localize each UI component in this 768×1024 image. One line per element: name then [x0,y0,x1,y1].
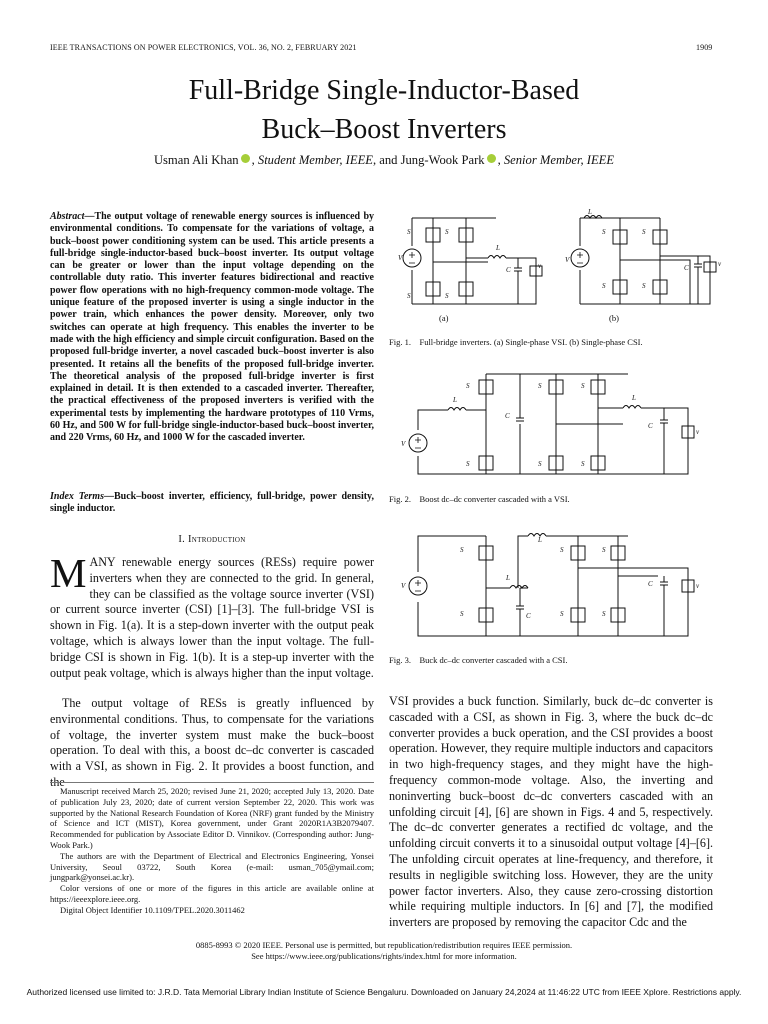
svg-text:S: S [407,292,411,300]
svg-text:S: S [581,460,585,468]
svg-text:v: v [538,262,542,270]
figure-1a-vsi [398,218,542,304]
svg-text:v: v [696,582,700,590]
footnote-manuscript: Manuscript received March 25, 2020; revised June 21, 2020; accepted July 13, 2020. Date of publication July 23, 2020; date of current version September 22, 2020. This work was supported by the National Research Foundation of Korea (NRF) grant funded by the Ministry of Science and ICT (MIST), Korea government, under Grant 2020R1A3B2079407. Recommended for publication by Associate Editor D. Vinnikov. (Corresponding author: Jung-Wook Park.) [50,786,374,850]
figure-2-circuit [398,370,708,480]
authorization-notice: Authorized licensed use limited to: J.R.D. Tata Memorial Library Indian Institute of Science Bengaluru. Downloaded on January 24,2024 at 11:46:22 UTC from IEEE Xplore. Restrictions apply. [26,987,742,997]
copyright-line-2: See https://www.ieee.org/publications/rights/index.html for more information. [251,951,517,961]
paper-title-line1: Full-Bridge Single-Inductor-Based [188,75,580,106]
inductor-symbol [488,256,506,259]
footnote-doi: Digital Object Identifier 10.1109/TPEL.2020.3011462 [60,904,245,915]
svg-text:C: C [648,422,653,430]
svg-text:C: C [505,412,510,420]
drop-cap: M [50,550,87,596]
footnote-affiliation: The authors are with the Department of Electrical and Electronics Engineering, Yonsei University, Seoul 03722, South Korea (e-mail: usman_705@ymail.com; jungpark@yonsei.ac.kr). [50,850,374,883]
svg-text:V: V [398,254,403,262]
svg-text:S: S [602,282,606,290]
running-header: IEEE TRANSACTIONS ON POWER ELECTRONICS, VOL. 36, NO. 2, FEBRUARY 2021 [50,43,357,52]
svg-text:v: v [718,260,722,268]
author-2: , and Jung-Wook Park [372,153,485,167]
intro-p1-text: ANY renewable energy sources (RESs) require power inverters when they are connected to the grid. In general, they can be classified as the voltage source inverter (VSI) or current source inverter (CSI) [1]–[3]. The full-bridge VSI is shown in Fig. 1(a). It is a step-down inverter with the output peak voltage, which is always lower than the input voltage. The full-bridge CSI is shown in Fig. 1(b). It is a step-up inverter with the output peak voltage, which is always higher than the input voltage. [50,555,374,680]
figure-3-circuit [398,528,708,640]
copyright-line-1: 0885-8993 © 2020 IEEE. Personal use is permitted, but republication/redistribution requires IEEE permission. [195,940,573,950]
abstract [50,211,374,445]
svg-text:S: S [602,610,606,618]
svg-text:S: S [445,292,449,300]
svg-text:S: S [460,546,464,554]
svg-text:S: S [642,282,646,290]
svg-text:L: L [453,396,457,404]
section-heading: I. Introduction [178,534,246,545]
svg-text:S: S [460,610,464,618]
svg-text:S: S [581,382,585,390]
svg-text:C: C [684,264,689,272]
svg-text:S: S [602,546,606,554]
svg-text:V: V [401,582,406,590]
svg-text:v: v [696,428,700,436]
svg-text:S: S [642,228,646,236]
author-1-role: Student Member, IEEE [257,153,373,167]
intro-paragraph-1 [50,550,374,681]
svg-text:S: S [445,228,449,236]
author-line: Usman Ali Khan , Student Member, IEEE, and Jung-Wook Park , Senior Member, IEEE [153,153,615,167]
footnote-rule [50,782,374,783]
svg-text:L: L [632,394,636,402]
index-terms-text: —Buck–boost inverter, efficiency, full-bridge, power density, single inductor. [50,491,374,515]
footnote-color: Color versions of one or more of the figures in this article are available online at https://ieeexplore.ieee.org. [50,883,374,904]
index-terms-lead: Index Terms [50,491,104,502]
intro-paragraph-2: The output voltage of RESs is greatly influenced by environmental conditions. Thus, to compensate for the variations of voltage, the inverter system must make the buck–boost operation. To deal with this, a boost dc–dc converter is cascaded with a VSI, as shown in Fig. 2. It provides a boost function, and the [50,696,374,789]
author-1: Usman Ali Khan [153,153,239,167]
inductor-symbol [448,408,466,411]
orcid-icon[interactable] [241,154,250,163]
svg-text:S: S [560,546,564,554]
svg-text:V: V [565,256,570,264]
inductor-symbol [528,534,546,537]
figure-1-caption: Fig. 1. Full-bridge inverters. (a) Single-phase VSI. (b) Single-phase CSI. [389,337,643,347]
paper-title-line2: Buck–Boost Inverters [261,114,507,145]
svg-text:L: L [506,574,510,582]
svg-text:C: C [648,580,653,588]
svg-text:L: L [588,208,592,216]
figure-1b-csi [565,208,722,304]
index-terms [50,491,374,516]
svg-text:S: S [560,610,564,618]
svg-text:S: S [602,228,606,236]
page-number: 1909 [696,43,713,52]
svg-text:L: L [496,244,500,252]
svg-text:S: S [466,382,470,390]
svg-text:C: C [526,612,531,620]
figure-1-circuits [388,210,720,332]
orcid-icon[interactable] [487,154,496,163]
svg-text:S: S [538,460,542,468]
figure-1a-label: (a) [439,313,449,323]
abstract-lead: Abstract [50,211,85,222]
footnote [50,786,374,916]
figure-2-caption: Fig. 2. Boost dc–dc converter cascaded with a VSI. [389,494,570,504]
svg-text:L: L [538,536,542,544]
figure-1b-label: (b) [609,313,619,323]
abstract-text: —The output voltage of renewable energy sources is influenced by environmental conditions. To compensate for the variations of voltage, a buck–boost power conditioning system can be used. This article presents a full-bridge single-inductor-based buck–boost inverter. Its output voltage can be greater or lower than the input voltage depending on the controllable duty ratio. This inverter features bidirectional and reactive power flow operations with no high-frequency common-mode voltage. The unique feature of the proposed inverter is using a single inductor in the power train, which enhances the power density. Moreover, only two switches can operate at high frequency. This enables the inverter to be made with the high efficiency and simple circuit configuration. Based on the proposed full-bridge inverter, a novel cascaded buck–boost inverter is also presented. It retains all the benefits of the proposed full-bridge inverter. The theoretical analysis of the proposed full-bridge inverter is first explained in detail. It is then extended to a cascaded inverter. Thereafter, the practical effectiveness of the proposed inverters is verified with the experimental tests by implementing the hardware prototypes of 110 Vrms, 60 Hz, and 500 W for full-bridge single-inductor-based buck–boost inverter, and 220 Vrms, 60 Hz, and 1000 W for the cascaded inverter. [50,211,374,444]
figure-3-caption: Fig. 3. Buck dc–dc converter cascaded with a CSI. [389,655,568,665]
svg-text:S: S [538,382,542,390]
svg-text:S: S [466,460,470,468]
svg-text:S: S [407,228,411,236]
svg-text:V: V [401,440,406,448]
inductor-symbol [623,406,641,409]
right-column-paragraph: VSI provides a buck function. Similarly, buck dc–dc converter is cascaded with a CSI, as shown in Fig. 3, where the buck dc–dc converter provides a buck operation, and the CSI provides a boost operation. However, they require multiple inductors and capacitors in two high-frequency stages, and they might have the high-frequency common-mode voltage. Also, the inverting and noninverting buck–boost dc–dc converters cascaded with an unfolding circuit [4], [6] are shown in Figs. 4 and 5, respectively. The dc–dc converter generates a rectified dc voltage, and the unfolding circuit converts it to a sinusoidal output voltage [4]–[6]. The unfolding circuit operates at line-frequency, and therefore, it results in negligible switching loss. However, they are the unity power factor inverters. Also, they cause zero-crossing distortion while requiring multiple inductors. In [6] and [7], the modified inverters are proposed by removing the capacitor Cdc and the [389,694,713,930]
author-2-role: Senior Member, IEEE [503,153,615,167]
svg-text:C: C [506,266,511,274]
